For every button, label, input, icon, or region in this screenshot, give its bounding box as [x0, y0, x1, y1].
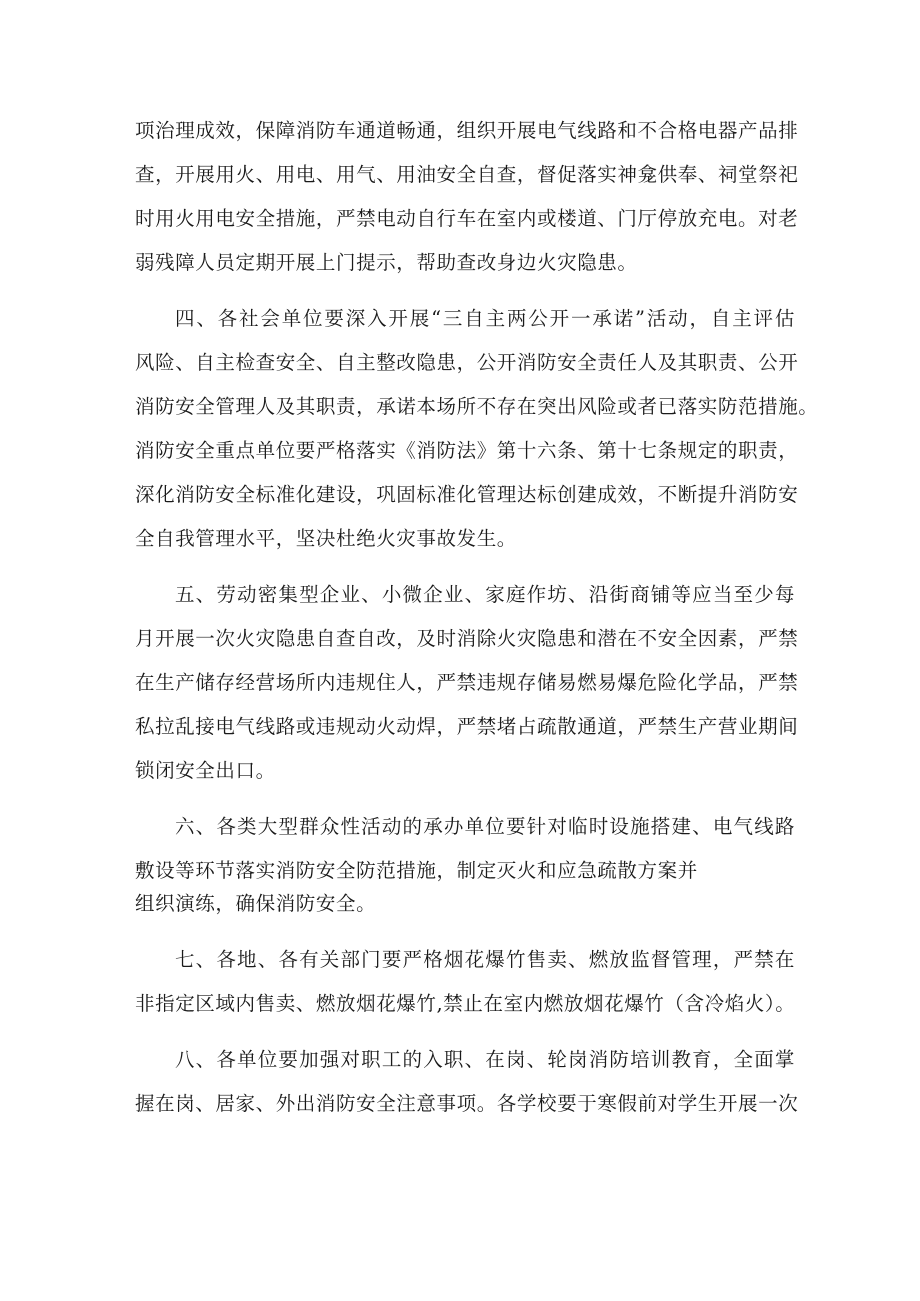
paragraph-line: 四、各社会单位要深入开展“三自主两公开一承诺”活动，自主评估 [175, 307, 795, 330]
paragraph-line: 敷设等环节落实消防安全防范措施，制定灭火和应急疏散方案并 [135, 859, 698, 882]
paragraph-line: 锁闭安全出口。 [135, 759, 276, 782]
paragraph-line: 时用火用电安全措施，严禁电动自行车在室内或楼道、门厅停放充电。对老 [135, 207, 799, 230]
paragraph-line: 非指定区域内售卖、燃放烟花爆竹,禁止在室内燃放烟花爆竹（含冷焰火）。 [135, 992, 796, 1015]
paragraph-line: 项治理成效，保障消防车通道畅通，组织开展电气线路和不合格电器产品排 [135, 119, 799, 142]
paragraph-line: 私拉乱接电气线路或违规动火动焊，严禁堵占疏散通道，严禁生产营业期间 [135, 715, 799, 738]
paragraph-line: 五、劳动密集型企业、小微企业、家庭作坊、沿街商铺等应当至少每 [175, 583, 795, 606]
paragraph-line: 六、各类大型群众性活动的承办单位要针对临时设施搭建、电气线路 [175, 815, 795, 838]
paragraph-line: 消防安全管理人及其职责，承诺本场所不存在突出风险或者已落实防范措施。 [135, 395, 819, 418]
paragraph-line: 七、各地、各有关部门要严格烟花爆竹售卖、燃放监督管理，严禁在 [175, 948, 795, 971]
paragraph-line: 消防安全重点单位要严格落实《消防法》第十六条、第十七条规定的职责， [135, 439, 799, 462]
paragraph-line: 弱残障人员定期开展上门提示，帮助查改身边火灾隐患。 [135, 251, 638, 274]
paragraph-line: 握在岗、居家、外出消防安全注意事项。各学校要于寒假前对学生开展一次 [135, 1092, 799, 1115]
paragraph-line: 月开展一次火灾隐患自查自改，及时消除火灾隐患和潜在不安全因素，严禁 [135, 627, 799, 650]
paragraph-line: 组织演练，确保消防安全。 [135, 892, 377, 915]
paragraph-line: 查，开展用火、用电、用气、用油安全自查，督促落实神龛供奉、祠堂祭祀 [135, 163, 799, 186]
paragraph-line: 全自我管理水平，坚决杜绝火灾事故发生。 [135, 527, 517, 550]
paragraph-line: 八、各单位要加强对职工的入职、在岗、轮岗消防培训教育，全面掌 [175, 1048, 795, 1071]
paragraph-line: 深化消防安全标准化建设，巩固标准化管理达标创建成效，不断提升消防安 [135, 483, 799, 506]
paragraph-line: 在生产储存经营场所内违规住人，严禁违规存储易燃易爆危险化学品，严禁 [135, 671, 799, 694]
paragraph-line: 风险、自主检查安全、自主整改隐患，公开消防安全责任人及其职责、公开 [135, 351, 799, 374]
